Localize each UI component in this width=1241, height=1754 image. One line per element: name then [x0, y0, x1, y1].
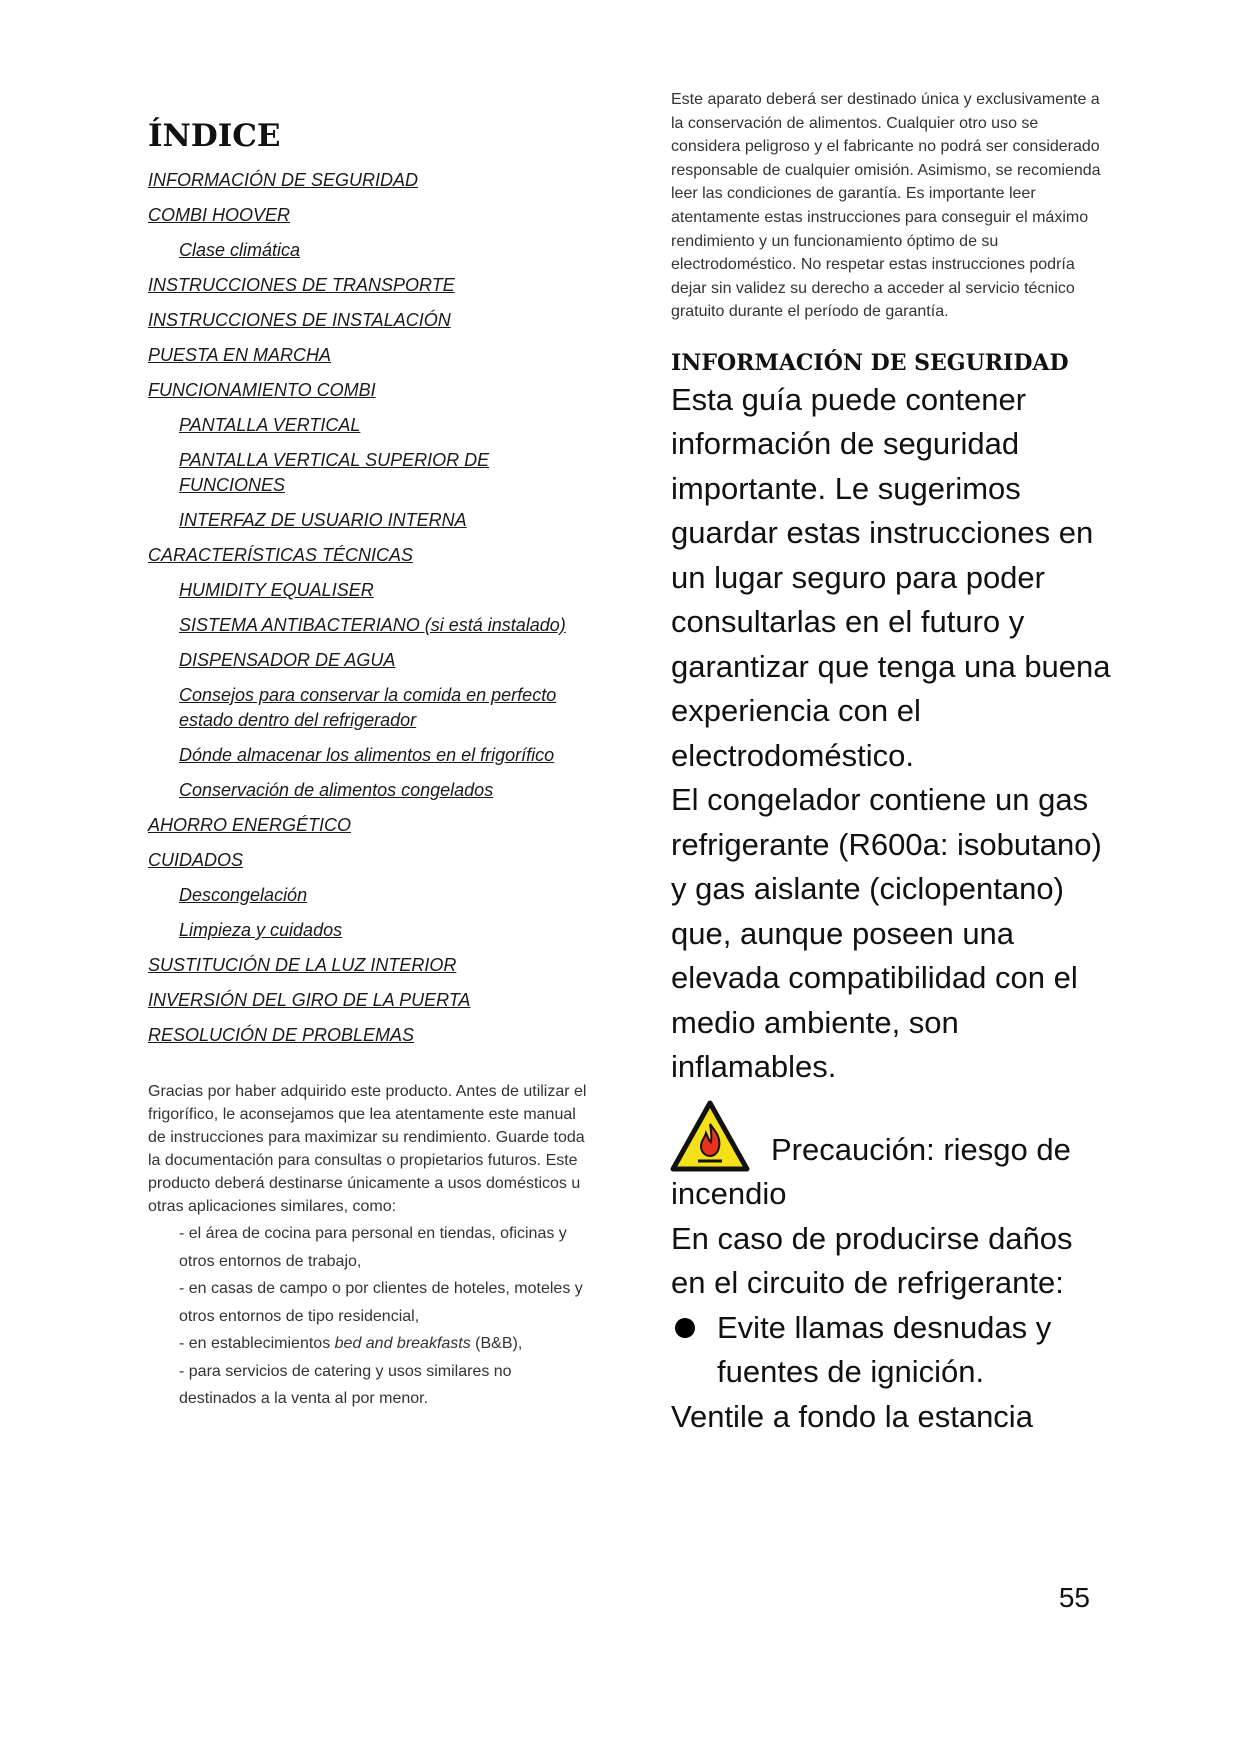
toc-item[interactable]: Descongelación — [179, 885, 308, 905]
uses-list — [179, 1220, 588, 1413]
toc-item[interactable]: CUIDADOS — [148, 850, 244, 870]
toc-item[interactable]: COMBI HOOVER — [148, 205, 291, 225]
toc-item[interactable]: HUMIDITY EQUALISER — [179, 580, 374, 600]
toc-item[interactable]: AHORRO ENERGÉTICO — [148, 815, 352, 835]
right-intro-paragraph: Este aparato deberá ser destinado única y exclusivamente a la conservación de alimentos. Cualquier otro uso se considera peligroso y el fabricante no podrá ser considerado responsable de cualquier omisión. Asimismo, se recomienda leer las condiciones de garantía. Es importante leer atentamente estas instrucciones para conseguir el máximo rendimiento y un funcionamiento óptimo de su electrodoméstico. No respetar estas instrucciones podría dejar sin validez su derecho a acceder al servicio técnico gratuito durante el período de garantía. — [671, 91, 1101, 321]
toc-item[interactable]: PUESTA EN MARCHA — [148, 345, 332, 365]
safety-paragraph-1: Esta guía puede contener información de seguridad importante. Le sugerimos guardar estas instrucciones en un lugar seguro para poder consultarlas en el futuro y garantizar que tenga una buena experiencia con el electrodoméstico. — [671, 381, 1111, 773]
toc-item[interactable]: Consejos para conservar la comida en perfecto estado dentro del refrigerador — [179, 685, 557, 730]
fire-warning — [671, 1100, 1111, 1217]
toc-item[interactable]: CARACTERÍSTICAS TÉCNICAS — [148, 545, 414, 565]
toc-title: ÍNDICE — [148, 118, 281, 154]
toc-item[interactable]: PANTALLA VERTICAL SUPERIOR DE FUNCIONES — [179, 450, 490, 495]
use-item: - el área de cocina para personal en tiendas, oficinas y otros entornos de trabajo, — [179, 1225, 567, 1270]
safety-heading: INFORMACIÓN DE SEGURIDAD — [671, 349, 1069, 376]
safety-paragraph-2: El congelador contiene un gas refrigerante (R600a: isobutano) y gas aislante (ciclopentano) que, aunque poseen una elevada compatibilidad con el medio ambiente, son inflamables. — [671, 782, 1102, 1085]
left-column — [148, 118, 588, 1413]
toc-item[interactable]: Limpieza y cuidados — [179, 920, 343, 940]
right-column — [671, 88, 1111, 1439]
toc-item[interactable]: INSTRUCCIONES DE TRANSPORTE — [148, 275, 455, 295]
fire-hazard-icon — [670, 1100, 750, 1172]
toc-list — [148, 168, 588, 1048]
page-number: 55 — [1058, 1582, 1090, 1613]
toc-item[interactable]: INFORMACIÓN DE SEGURIDAD — [148, 170, 419, 190]
use-bnb-prefix: - en establecimientos — [179, 1335, 335, 1352]
use-item: - para servicios de catering y usos similares no destinados a la venta al por menor. — [179, 1362, 512, 1407]
bullet-text: Evite llamas desnudas y fuentes de ignición. — [717, 1309, 1052, 1390]
use-item-bnb — [179, 1330, 588, 1358]
fire-warning-text: Precaución: riesgo de incendio — [671, 1131, 1071, 1212]
safety-paragraph-4: Ventile a fondo la estancia — [671, 1398, 1033, 1434]
toc-item[interactable]: SUSTITUCIÓN DE LA LUZ INTERIOR — [148, 955, 457, 975]
bullet-dot-icon — [675, 1318, 695, 1338]
use-bnb-suffix: (B&B), — [470, 1335, 523, 1352]
use-item: - en casas de campo o por clientes de hoteles, moteles y otros entornos de tipo residencial, — [179, 1280, 583, 1325]
toc-item[interactable]: INVERSIÓN DEL GIRO DE LA PUERTA — [148, 990, 471, 1010]
toc-item[interactable]: Dónde almacenar los alimentos en el frigorífico — [179, 745, 555, 765]
toc-item[interactable]: INSTRUCCIONES DE INSTALACIÓN — [148, 310, 451, 330]
bullet-item — [671, 1306, 1111, 1395]
toc-item[interactable]: DISPENSADOR DE AGUA — [179, 650, 396, 670]
toc-item[interactable]: INTERFAZ DE USUARIO INTERNA — [179, 510, 467, 530]
toc-item[interactable]: SISTEMA ANTIBACTERIANO (si está instalado) — [179, 615, 566, 635]
toc-item[interactable]: RESOLUCIÓN DE PROBLEMAS — [148, 1025, 415, 1045]
use-bnb-italic: bed and breakfasts — [334, 1335, 471, 1352]
toc-item[interactable]: PANTALLA VERTICAL — [179, 415, 361, 435]
toc-item[interactable]: Conservación de alimentos congelados — [179, 780, 494, 800]
intro-paragraph: Gracias por haber adquirido este producto. Antes de utilizar el frigorífico, le aconsejamos que lea atentamente este manual de instrucciones para maximizar su rendimiento. Guarde toda la documentación para consultas o propietarios futuros. Este producto deberá destinarse únicamente a usos domésticos u otras aplicaciones similares, como: — [148, 1083, 587, 1215]
safety-paragraph-3: En caso de producirse daños en el circuito de refrigerante: — [671, 1220, 1073, 1301]
toc-item[interactable]: Clase climática — [179, 240, 301, 260]
intro-section — [148, 1080, 588, 1413]
toc-item[interactable]: FUNCIONAMIENTO COMBI — [148, 380, 376, 400]
